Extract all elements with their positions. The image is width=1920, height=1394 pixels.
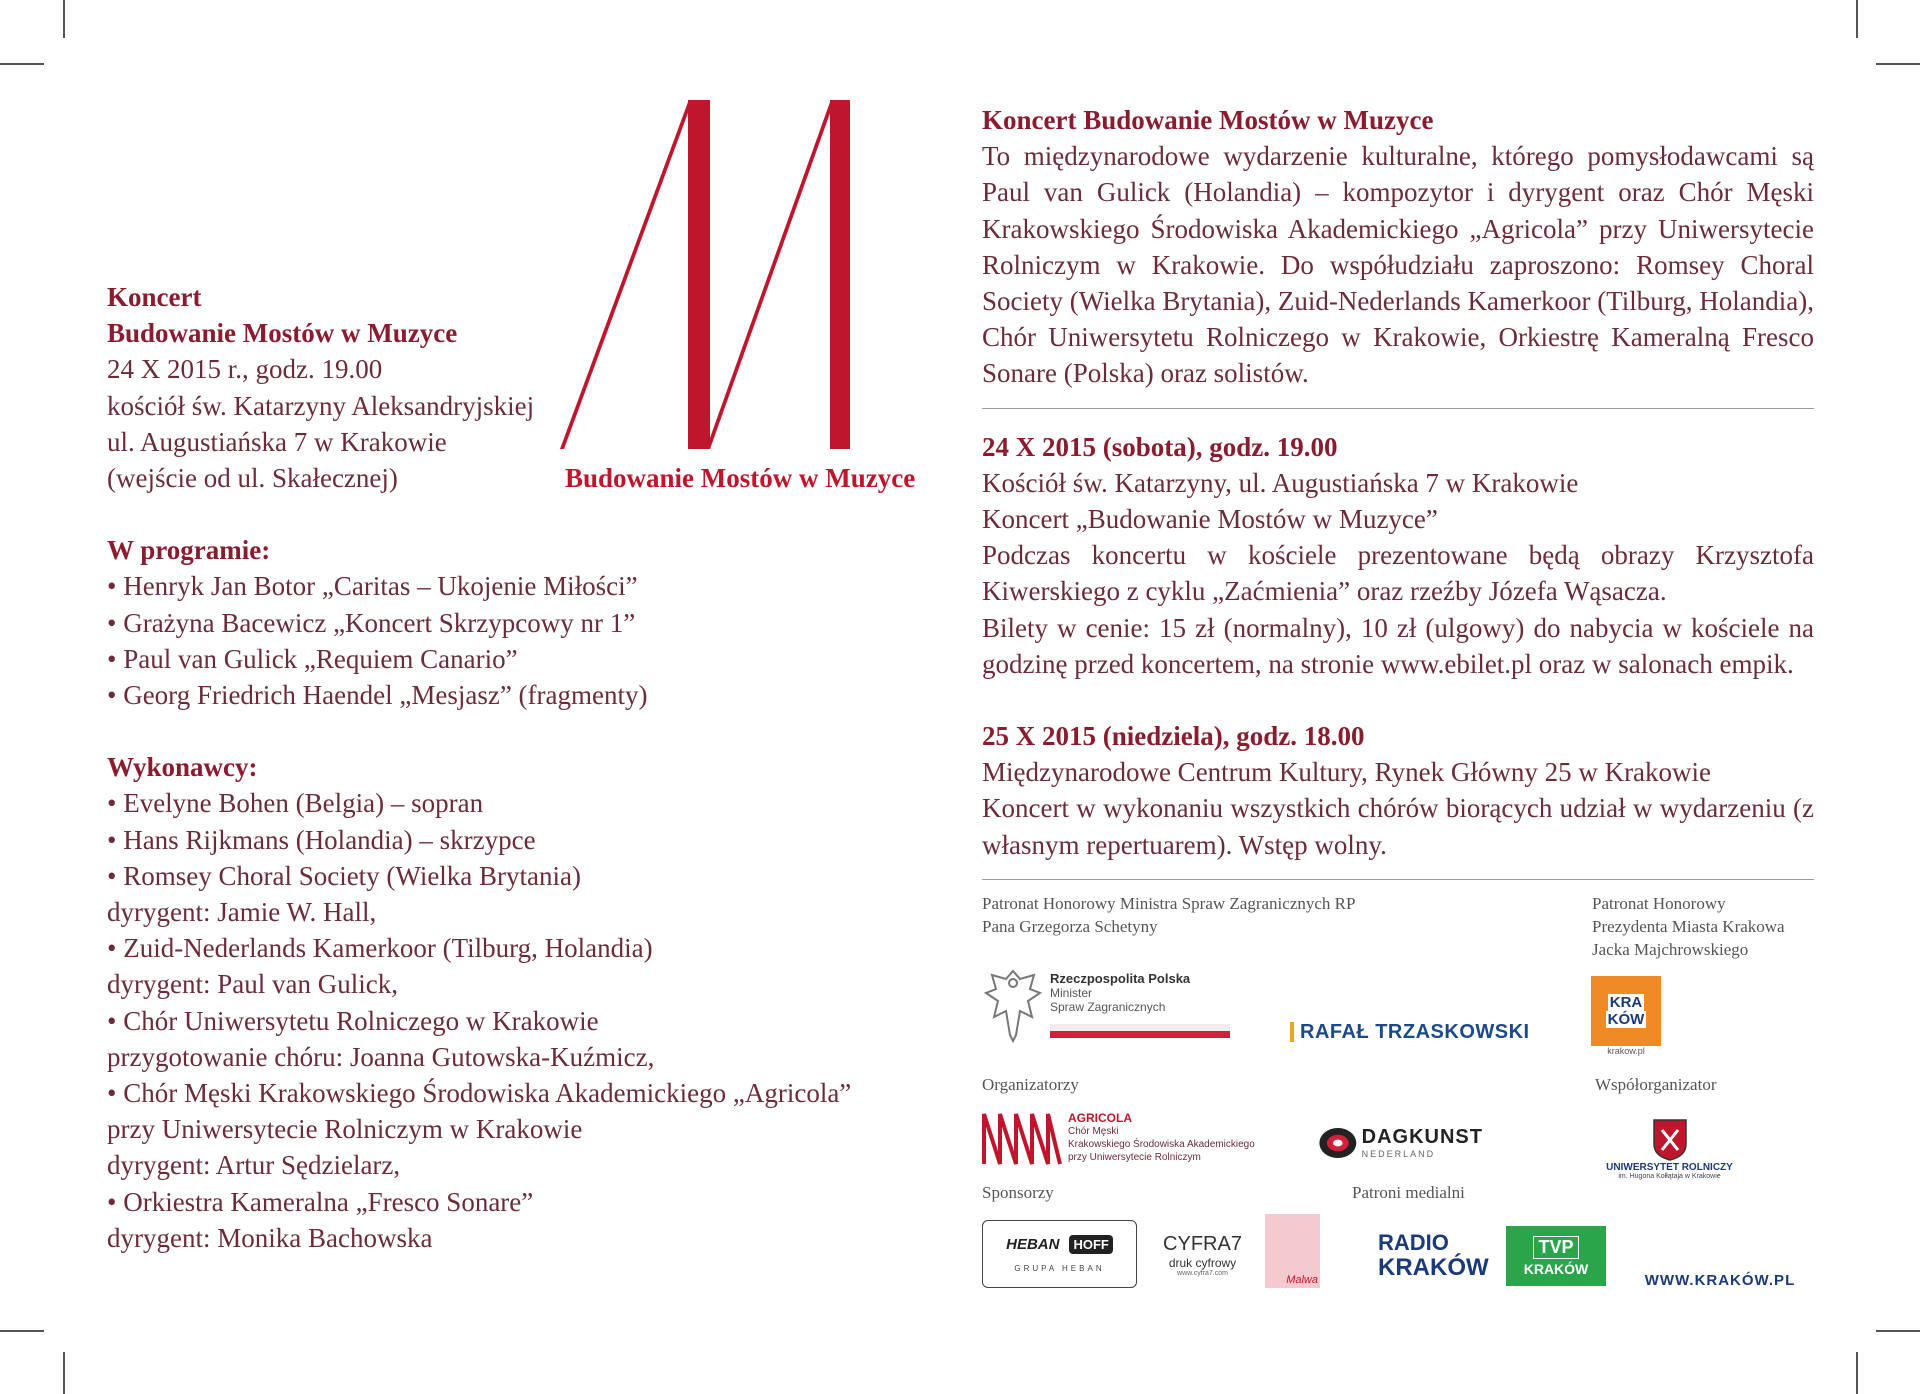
crop-mark: [63, 1352, 65, 1394]
agricola-mark-icon: [982, 1110, 1062, 1166]
crop-mark: [0, 63, 44, 65]
ministry-patronage: Patronat Honorowy Ministra Spraw Zagranicznych RP Pana Grzegorza Schetyny: [982, 894, 1356, 936]
day1-heading: 24 X 2015 (sobota), godz. 19.00: [982, 431, 1338, 462]
event-entrance: (wejście od ul. Skałecznej): [107, 463, 398, 494]
organizers-label: Organizatorzy: [982, 1075, 1079, 1094]
cyfra7-logo: CYFRA7 druk cyfrowy www.cyfra7.com: [1163, 1233, 1242, 1277]
divider: [982, 408, 1814, 409]
event-date: 24 X 2015 r., godz. 19.00: [107, 354, 383, 385]
dagkunst-logo: DAGKUNST NEDERLAND: [1318, 1115, 1483, 1170]
uniwersytet-rolniczy-logo: UNIWERSYTET ROLNICZY im. Hugona Kołłątaja w Krakowie: [1592, 1108, 1747, 1188]
event-heading: Koncert: [107, 282, 202, 312]
intro-text: To międzynarodowe wydarzenie kulturalne, którego pomysłodawcami są Paul van Gulick (Holandia) – kompozytor i dyrygent oraz Chór Męski Krakowskiego Środowiska Akademickiego „Agricola” przy Uniwersytecie Rolniczym w Krakowie. Do współudziału zaproszono: Romsey Choral Society (Wielka Brytania), Zuid-Nederlands Kamerkoor (Tilburg, Holandia), Chór Uniwersytetu Rolniczego w Krakowie, Orkiestrę Kameralną Fresco Sonare (Polska) oraz solistów.: [982, 141, 1814, 389]
divider: [982, 879, 1814, 880]
agricola-logo: AGRICOLA Chór Męski Krakowskiego Środowiska Akademickiego przy Uniwersytecie Rolniczym: [982, 1108, 1302, 1168]
left-column: [107, 279, 927, 1256]
day2-venue: Międzynarodowe Centrum Kultury, Rynek Główny 25 w Krakowie: [982, 757, 1712, 788]
tvp-krakow-logo: TVP KRAKÓW: [1506, 1226, 1606, 1286]
performer-line: • Evelyne Bohen (Belgia) – sopran: [107, 788, 484, 819]
intro-title: Koncert Budowanie Mostów w Muzyce: [982, 105, 1434, 135]
event-address: ul. Augustiańska 7 w Krakowie: [107, 426, 447, 457]
performer-line: • Zuid-Nederlands Kamerkoor (Tilburg, Holandia): [107, 933, 653, 964]
logo-caption: Budowanie Mostów w Muzyce: [565, 463, 916, 493]
program-heading: W programie:: [107, 535, 271, 566]
performer-line: • Hans Rijkmans (Holandia) – skrzypce: [107, 824, 536, 855]
program-item: • Henryk Jan Botor „Caritas – Ukojenie Miłości”: [107, 571, 638, 602]
performer-line: przygotowanie chóru: Joanna Gutowska-Kuźmicz,: [107, 1041, 655, 1072]
crop-mark: [63, 0, 65, 38]
trzaskowski-logo: RAFAŁ TRZASKOWSKI: [1290, 1018, 1550, 1046]
program-item: • Paul van Gulick „Requiem Canario”: [107, 643, 518, 674]
performers-heading: Wykonawcy:: [107, 752, 258, 783]
day1-venue: Kościół św. Katarzyny, ul. Augustiańska 7 w Krakowie: [982, 467, 1579, 498]
day2-text: Koncert w wykonaniu wszystkich chórów biorących udział w wydarzeniu (z własnym repertuarem). Wstęp wolny.: [982, 793, 1814, 860]
right-column: [982, 102, 1814, 900]
event-title: Budowanie Mostów w Muzyce: [107, 318, 458, 349]
day1-tickets: Bilety w cenie: 15 zł (normalny), 10 zł (ulgowy) do nabycia w kościele na godzinę przed koncertem, na stronie www.ebilet.pl oraz w salonach empik.: [982, 612, 1814, 679]
performer-line: dyrygent: Artur Sędzielarz,: [107, 1150, 401, 1181]
program-item: • Grażyna Bacewicz „Koncert Skrzypcowy nr 1”: [107, 607, 636, 638]
ministry-logo: Rzeczpospolita Polska Minister Spraw Zagranicznych: [982, 963, 1252, 1045]
crop-mark: [1856, 0, 1858, 38]
heban-hoff-logo: HEBAN HOFF GRUPA HEBAN: [982, 1220, 1137, 1288]
mayor-patronage: Patronat Honorowy Prezydenta Miasta Krakowa Jacka Majchrowskiego: [1592, 894, 1785, 959]
dagkunst-emblem-icon: [1318, 1117, 1358, 1169]
crop-mark: [1876, 1330, 1920, 1332]
crop-mark: [1856, 1352, 1858, 1394]
performer-line: • Orkiestra Kameralna „Fresco Sonare”: [107, 1186, 534, 1217]
event-venue: kościół św. Katarzyny Aleksandryjskiej: [107, 390, 535, 421]
performer-line: dyrygent: Jamie W. Hall,: [107, 897, 377, 928]
coorganizer-label: Współorganizator: [1595, 1075, 1717, 1094]
performer-line: • Chór Męski Krakowskiego Środowiska Akademickiego „Agricola”: [107, 1078, 852, 1109]
performer-line: • Chór Uniwersytetu Rolniczego w Krakowie: [107, 1005, 599, 1036]
crest-icon: [1650, 1116, 1690, 1162]
malwa-logo: Malwa: [1265, 1214, 1320, 1288]
sponsors-label: Sponsorzy: [982, 1183, 1054, 1202]
eagle-emblem-icon: [982, 965, 1044, 1043]
day1-concert: Koncert „Budowanie Mostów w Muzyce”: [982, 504, 1438, 535]
performer-line: • Romsey Choral Society (Wielka Brytania): [107, 860, 582, 891]
program-item: • Georg Friedrich Haendel „Mesjasz” (fragmenty): [107, 680, 648, 711]
day2-heading: 25 X 2015 (niedziela), godz. 18.00: [982, 721, 1365, 752]
krakow-badge-logo: KRA KÓW krakow.pl: [1590, 975, 1662, 1057]
crop-mark: [1876, 63, 1920, 65]
radio-krakow-logo: RADIO KRAKÓW: [1378, 1230, 1489, 1281]
performer-line: dyrygent: Paul van Gulick,: [107, 969, 398, 1000]
day1-exhibition: Podczas koncertu w kościele prezentowane będą obrazy Krzysztofa Kiwerskiego z cyklu „Zaćmienia” oraz rzeźby Józefa Wąsacza.: [982, 540, 1814, 607]
www-krakow-logo: WWW.KRAKÓW.PL: [1644, 1271, 1796, 1289]
crop-mark: [0, 1330, 44, 1332]
media-label: Patroni medialni: [1352, 1183, 1465, 1202]
performer-line: dyrygent: Monika Bachowska: [107, 1222, 433, 1253]
performer-line: przy Uniwersytecie Rolniczym w Krakowie: [107, 1114, 583, 1145]
